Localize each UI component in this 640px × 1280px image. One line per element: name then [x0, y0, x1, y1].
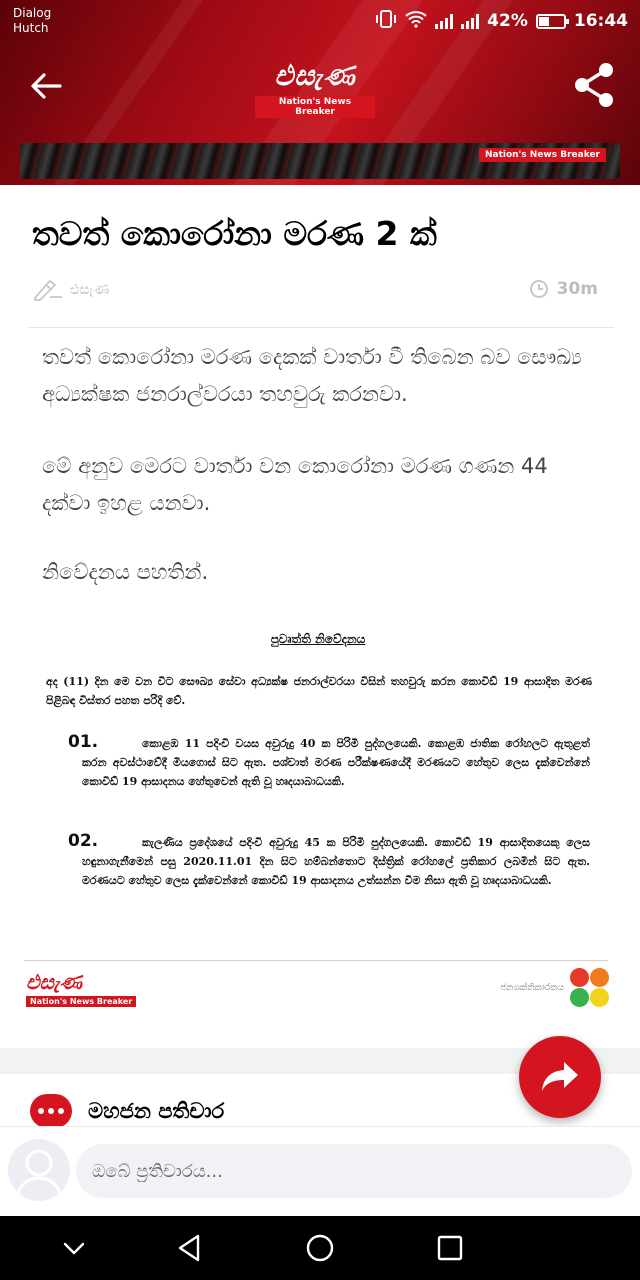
- clock-icon: [529, 279, 549, 299]
- square-recents-icon: [432, 1230, 468, 1266]
- article-meta: [32, 279, 598, 307]
- logo-tagline: Nation's News Breaker: [255, 96, 375, 118]
- banner-tag: Nation's News Breaker: [479, 148, 606, 162]
- header-banner: [20, 143, 620, 179]
- press-release-image[interactable]: [22, 620, 614, 1020]
- author-name: එසැණ: [70, 282, 110, 298]
- doc-title: පුවෘත්ති නිවේදනය: [270, 632, 366, 646]
- doc-logo-tagline: Nation's News Breaker: [26, 996, 136, 1007]
- comment-input[interactable]: [76, 1144, 632, 1198]
- time-ago: 30m: [556, 279, 598, 299]
- share-fab-button[interactable]: [519, 1036, 601, 1118]
- status-bar: [0, 0, 640, 42]
- battery-fill: [539, 17, 549, 26]
- doc-footer-divider: [24, 960, 608, 961]
- article-paragraph-1: තවත් කොරෝනා මරණ දෙකක් වාර්තා වී තිබෙන බව සෞඛ්‍ය අධ්‍යක්ෂක ජනරාල්වරයා තහවුරු කරනවා.: [42, 345, 582, 406]
- article-author: [32, 279, 109, 301]
- carrier-line-1: Dialog: [13, 6, 52, 20]
- government-logo-icon: [570, 968, 610, 1008]
- comments-header: [30, 1094, 224, 1128]
- user-avatar[interactable]: [8, 1139, 70, 1201]
- clock: 16:44: [573, 11, 628, 31]
- meta-divider: [28, 327, 614, 328]
- forward-share-icon: [540, 1060, 580, 1094]
- nav-recents-button[interactable]: [432, 1230, 468, 1266]
- back-button[interactable]: [26, 66, 66, 106]
- comments-heading: මහජන පතිචාර: [88, 1098, 225, 1123]
- doc-item-2: කැලණිය ප්‍රදේශයේ පදිංචි අවුරුදු 45 ක පිරිමි පුද්ගලයෙකි. කොවිඩ් 19 ආසාදිතයෙකු ලෙස හඳුනාගැනීමෙන් පසු 2020.11.01 දින සිට හම්බන්තොට දිස්ත්‍රික් රෝහලේ ප්‍රතිකාර ලබමින් සිට ඇත. මරණයට හේතුව ලෙස දැක්වෙන්නේ කොවිඩ් 19 ආසාදනය උත්සන්න වීම නිසා ඇති වූ හෘදයාබාධයකි.: [82, 836, 590, 887]
- doc-item-number-1: 01.: [68, 732, 99, 752]
- article-paragraph-3: නිවේදනය පහතින්.: [42, 560, 209, 584]
- comment-composer: [0, 1126, 640, 1216]
- share-button[interactable]: [570, 60, 618, 110]
- comment-bubble-icon: [30, 1094, 72, 1128]
- wifi-icon: [405, 10, 427, 33]
- status-icons: [375, 8, 628, 34]
- triangle-back-icon: [172, 1230, 208, 1266]
- doc-intro: අද (11) දින මෙ වන විට සෞඛ්‍ය සේවා අධ්‍යක්ෂ ජනරාල්වරයා විසින් තහවුරු කරන කොවිඩ් 19 ආසාදිත මරණ පිළිබඳ විස්තර පහත පරිදි වේ.: [46, 675, 592, 707]
- article-time: [529, 279, 598, 299]
- nav-collapse-button[interactable]: [56, 1230, 92, 1266]
- chevron-down-icon: [56, 1230, 92, 1266]
- article-title: තවත් කොරෝනා මරණ 2 ක්: [32, 214, 437, 253]
- doc-footer-logo: [26, 970, 136, 1007]
- nav-back-button[interactable]: [172, 1230, 208, 1266]
- carrier-name: [13, 6, 51, 36]
- doc-item-1: කොළඹ 11 පදිංචි වයස අවුරුදු 40 ක පිරිමි පුද්ගලයෙකි. කොළඹ ජාතික රෝහලට ඇතුළත් කරන අවස්ථාවේදී මියගොස් සිට ඇත. පශ්චාත් මරණ පරීක්ෂණයේදී මරණයට හේතුව ලෙස දැක්වෙන්නේ කොවිඩ් 19 ආසාදනය හේතුවෙන් ඇති වූ හෘදයාබාධයකි.: [82, 737, 590, 788]
- article-paragraph-2: මේ අනුව මෙරට වාර්තා වන කොරෝනා මරණ ගණන 44 දක්වා ඉහළ යනවා.: [42, 454, 548, 515]
- app-header: [0, 0, 640, 185]
- nav-home-button[interactable]: [302, 1230, 338, 1266]
- share-icon: [570, 60, 618, 110]
- carrier-line-2: Hutch: [13, 21, 49, 35]
- doc-logo-text: එසැණ: [26, 970, 82, 994]
- signal-icon-sim2: [461, 13, 479, 29]
- author-pen-icon: [32, 279, 64, 301]
- logo-text: එසැණ: [274, 59, 356, 92]
- doc-item-number-2: 02.: [68, 831, 99, 851]
- arrow-left-icon: [26, 66, 66, 106]
- vibrate-icon: [375, 10, 397, 33]
- battery-percent: 42%: [487, 11, 528, 31]
- signal-icon-sim1: [435, 13, 453, 29]
- doc-footer-right: [500, 968, 610, 1008]
- app-logo: [255, 58, 375, 118]
- doc-footer-label: ජනශක්තිකාරකය: [500, 983, 564, 993]
- system-nav-bar: [0, 1216, 640, 1280]
- battery-icon: [536, 14, 566, 29]
- user-silhouette-icon: [8, 1139, 70, 1201]
- circle-home-icon: [302, 1230, 338, 1266]
